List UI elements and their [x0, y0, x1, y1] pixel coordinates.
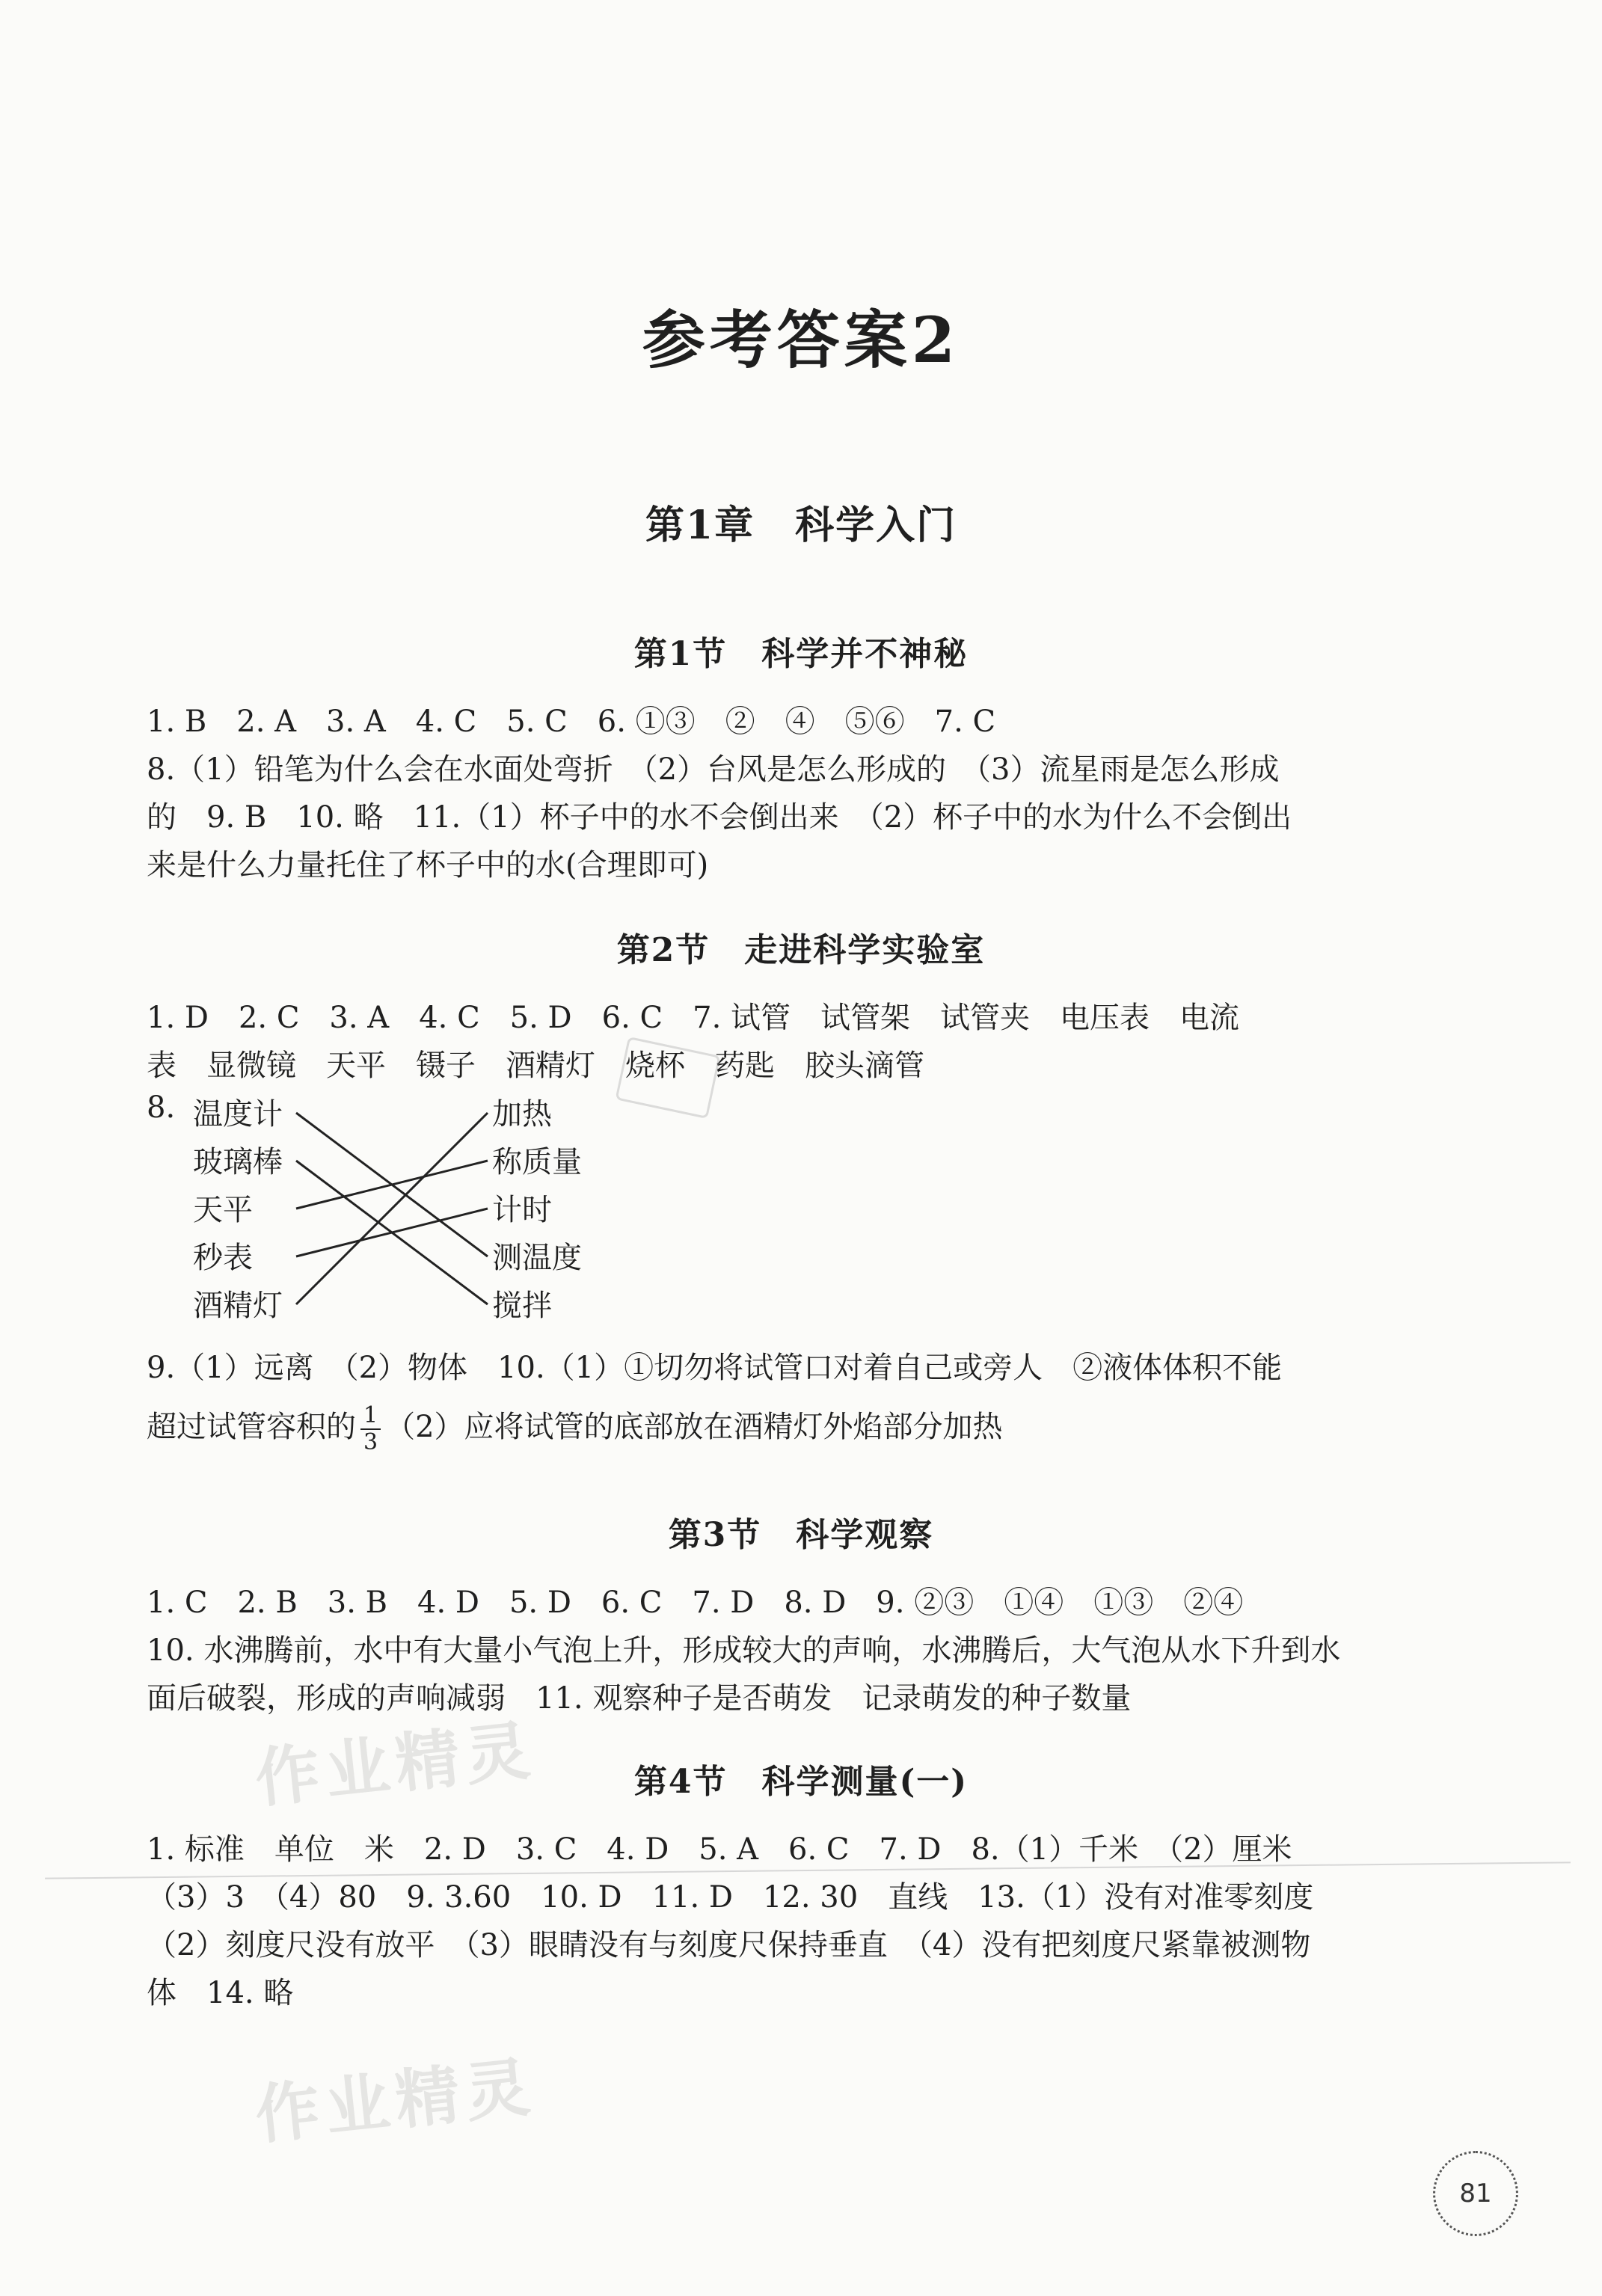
match-line — [296, 1161, 488, 1209]
match-left-item: 玻璃棒 — [193, 1145, 283, 1179]
match-left-item: 秒表 — [193, 1241, 253, 1275]
section-title-3: 第3节 科学观察 — [668, 1516, 934, 1554]
page-title: 参考答案2 — [642, 303, 960, 377]
answer-line: 10. 水沸腾前，水中有大量小气泡上升，形成较大的声响，水沸腾后，大气泡从水下升到水 — [147, 1633, 1341, 1668]
match-left-item: 天平 — [193, 1193, 253, 1227]
match-left-item: 酒精灯 — [193, 1289, 283, 1323]
answer-line: 的 9. B 10. 略 11.（1）杯子中的水不会倒出来 （2）杯子中的水为什么不会倒出 — [147, 800, 1292, 835]
answer-line: 1. C 2. B 3. B 4. D 5. D 6. C 7. D 8. D 9. ②③ ①④ ①③ ②④ — [147, 1586, 1244, 1620]
matching-diagram — [147, 1090, 670, 1337]
answer-line: 来是什么力量托住了杯子中的水(合理即可) — [147, 848, 709, 883]
answer-line: （3）3 （4）80 9. 3.60 10. D 11. D 12. 30 直线 13.（1）没有对准零刻度 — [147, 1880, 1314, 1915]
section-title-4: 第4节 科学测量(一) — [633, 1763, 969, 1801]
answer-line: （2）刻度尺没有放平 （3）眼睛没有与刻度尺保持垂直 （4）没有把刻度尺紧靠被测物 — [147, 1928, 1311, 1962]
answer-line: 8.（1）铅笔为什么会在水面处弯折 （2）台风是怎么形成的 （3）流星雨是怎么形成 — [147, 752, 1280, 787]
page-number: 81 — [1433, 2151, 1518, 2236]
match-right-item: 计时 — [492, 1193, 552, 1227]
match-right-item: 搅拌 — [492, 1289, 552, 1323]
chapter-title: 第1章 科学入门 — [645, 503, 957, 548]
answer-line: 9.（1）远离 （2）物体 10.（1）①切勿将试管口对着自己或旁人 ②液体体积不能 — [147, 1351, 1283, 1385]
match-right-item: 称质量 — [492, 1145, 582, 1179]
match-right-item: 测温度 — [492, 1241, 582, 1275]
fraction-before: 超过试管容积的 — [147, 1410, 356, 1444]
watermark: 作业精灵 — [251, 2049, 540, 2154]
fraction-after: （2）应将试管的底部放在酒精灯外焰部分加热 — [385, 1410, 1003, 1444]
answer-line: 面后破裂，形成的声响减弱 11. 观察种子是否萌发 记录萌发的种子数量 — [147, 1681, 1132, 1716]
answer-line: 1. B 2. A 3. A 4. C 5. C 6. ①③ ② ④ ⑤⑥ 7. C — [147, 705, 996, 739]
fraction — [360, 1403, 381, 1455]
answer-line: 1. 标准 单位 米 2. D 3. C 4. D 5. A 6. C 7. D 8.（1）千米 （2）厘米 — [147, 1832, 1292, 1867]
match-right-item: 加热 — [492, 1097, 552, 1132]
answer-line: 表 显微镜 天平 镊子 酒精灯 烧杯 药匙 胶头滴管 — [147, 1049, 924, 1083]
match-left-item: 温度计 — [193, 1097, 283, 1132]
match-line — [296, 1113, 488, 1304]
answer-line: 体 14. 略 — [147, 1976, 294, 2010]
section-title-1: 第1节 科学并不神秘 — [633, 635, 969, 673]
matching-lines — [147, 1090, 670, 1337]
watermark: 作业精灵 — [251, 1713, 540, 1817]
fraction-denominator: 3 — [363, 1429, 378, 1455]
fraction-numerator: 1 — [360, 1403, 381, 1430]
answer-line-fraction — [147, 1397, 1463, 1457]
section-title-2: 第2节 走进科学实验室 — [616, 931, 986, 969]
matching-number: 8. — [147, 1090, 176, 1125]
match-line — [296, 1209, 488, 1256]
answer-line: 1. D 2. C 3. A 4. C 5. D 6. C 7. 试管 试管架 试管夹 电压表 电流 — [147, 1001, 1239, 1035]
